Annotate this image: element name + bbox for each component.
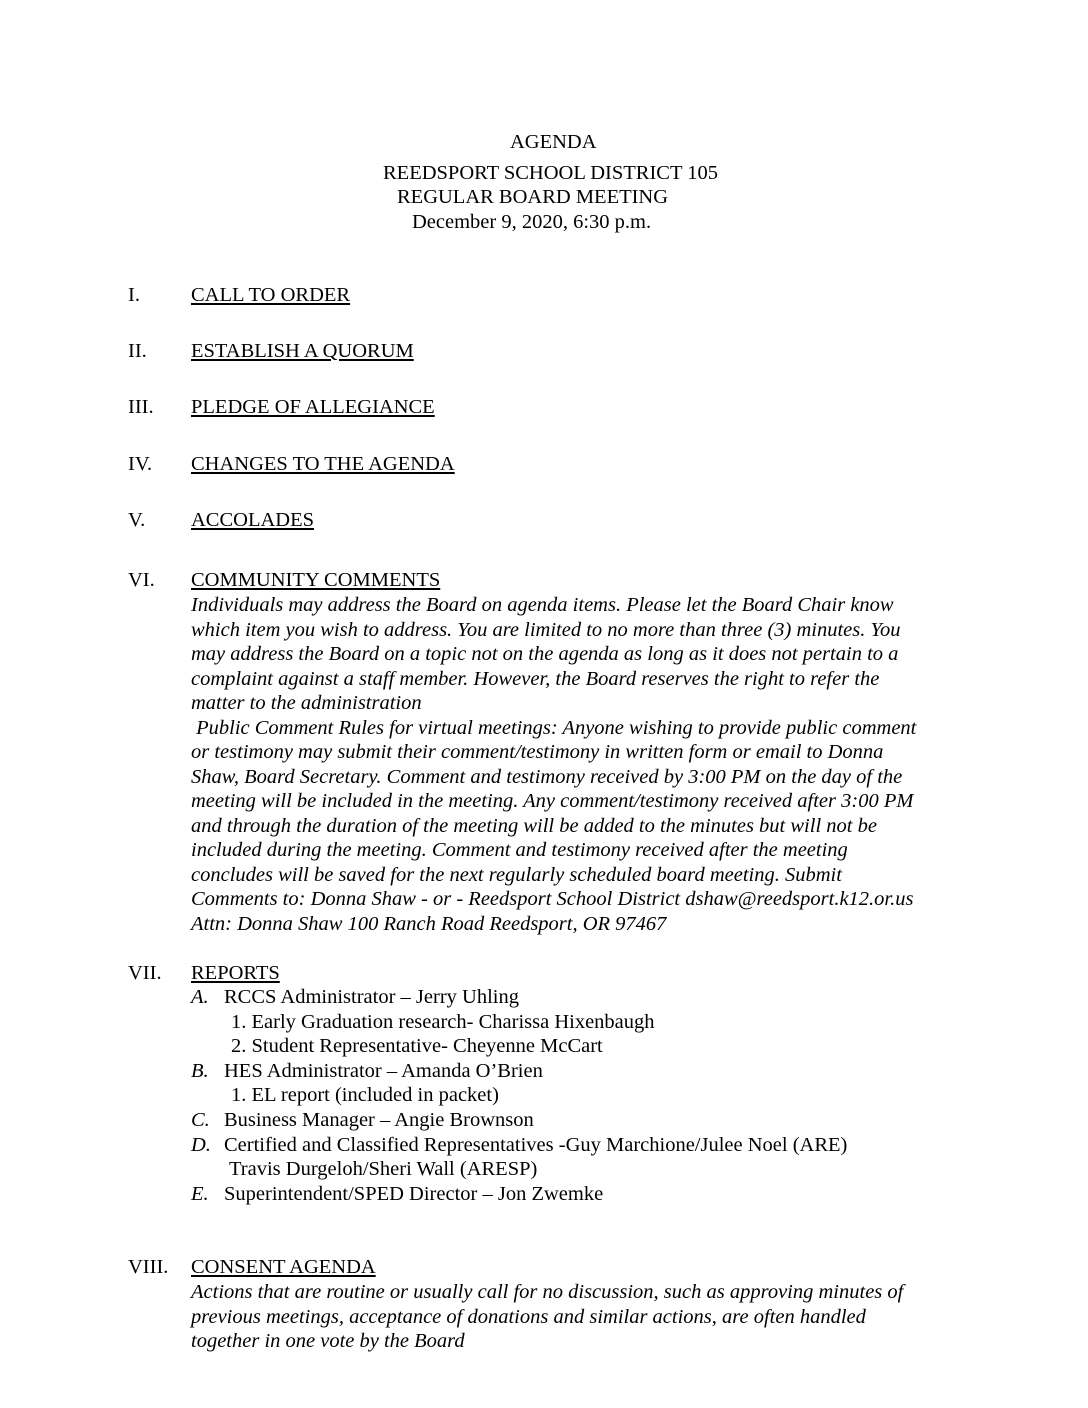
report-letter: A. <box>191 986 209 1008</box>
meeting-date: December 9, 2020, 6:30 p.m. <box>412 211 652 233</box>
report-item-c <box>191 1108 534 1133</box>
section-numeral: VII. <box>128 962 162 984</box>
section-title-community-comments: COMMUNITY COMMENTS <box>191 569 441 591</box>
report-text: Certified and Classified Representatives -Guy Marchione/Julee Noel (ARE) <box>224 1134 848 1156</box>
meeting-type: REGULAR BOARD MEETING <box>397 186 669 208</box>
report-letter: E. <box>191 1183 209 1205</box>
section-numeral: IV. <box>128 453 153 475</box>
district-name: REEDSPORT SCHOOL DISTRICT 105 <box>383 162 718 184</box>
report-item-e <box>191 1182 603 1207</box>
community-comments-text <box>191 593 971 936</box>
report-subitem: 1. Early Graduation research- Charissa Hixenbaugh <box>231 1011 655 1033</box>
section-numeral: II. <box>128 340 147 362</box>
text-line: concludes will be saved for the next regularly scheduled board meeting. Submit <box>191 863 842 886</box>
report-text: RCCS Administrator – Jerry Uhling <box>224 986 519 1008</box>
text-line: Shaw, Board Secretary. Comment and testimony received by 3:00 PM on the day of the <box>191 765 903 788</box>
text-line: may address the Board on a topic not on the agenda as long as it does not pertain to a <box>191 643 899 665</box>
section-numeral: VI. <box>128 569 155 591</box>
report-letter: B. <box>191 1060 209 1082</box>
report-item-d-continued: Travis Durgeloh/Sheri Wall (ARESP) <box>229 1158 538 1180</box>
text-line: Attn: Donna Shaw 100 Ranch Road Reedsport, OR 97467 <box>191 912 667 935</box>
section-title-changes: CHANGES TO THE AGENDA <box>191 453 455 475</box>
text-line: Actions that are routine or usually call for no discussion, such as approving minutes of <box>191 1281 904 1303</box>
report-item-a <box>191 985 519 1010</box>
report-item-d <box>191 1133 847 1158</box>
text-line: Individuals may address the Board on agenda items. Please let the Board Chair know <box>191 594 894 616</box>
text-line: matter to the administration <box>191 692 422 714</box>
text-line: or testimony may submit their comment/testimony in written form or email to Donna <box>191 741 884 763</box>
text-line: included during the meeting. Comment and testimony received after the meeting <box>191 839 848 861</box>
text-line: complaint against a staff member. However, the Board reserves the right to refer the <box>191 667 880 690</box>
text-line: meeting will be included in the meeting. Any comment/testimony received after 3:00 PM <box>191 790 914 812</box>
report-item-b <box>191 1059 543 1084</box>
section-numeral: I. <box>128 284 140 306</box>
section-title-pledge: PLEDGE OF ALLEGIANCE <box>191 396 435 418</box>
report-letter: C. <box>191 1109 210 1131</box>
report-letter: D. <box>191 1134 211 1156</box>
agenda-title: AGENDA <box>510 131 597 153</box>
text-line: previous meetings, acceptance of donations and similar actions, are often handled <box>191 1305 866 1328</box>
section-title-call-to-order: CALL TO ORDER <box>191 284 351 306</box>
section-numeral: V. <box>128 509 146 531</box>
consent-agenda-text <box>191 1280 971 1354</box>
text-line: which item you wish to address. You are limited to no more than three (3) minutes. You <box>191 618 901 641</box>
section-title-consent-agenda: CONSENT AGENDA <box>191 1256 376 1278</box>
report-subitem: 1. EL report (included in packet) <box>231 1084 499 1106</box>
section-title-accolades: ACCOLADES <box>191 509 315 531</box>
section-numeral: VIII. <box>128 1256 169 1278</box>
report-text: HES Administrator – Amanda O’Brien <box>224 1060 543 1082</box>
text-line: and through the duration of the meeting will be added to the minutes but will not be <box>191 814 877 837</box>
section-title-quorum: ESTABLISH A QUORUM <box>191 340 414 362</box>
section-title-reports: REPORTS <box>191 962 280 984</box>
report-text: Superintendent/SPED Director – Jon Zwemke <box>224 1183 604 1205</box>
text-line: Comments to: Donna Shaw - or - Reedsport School District dshaw@reedsport.k12.or.us <box>191 888 914 910</box>
text-line: Public Comment Rules for virtual meetings: Anyone wishing to provide public comment <box>191 716 917 739</box>
text-line: together in one vote by the Board <box>191 1330 465 1352</box>
section-numeral: III. <box>128 396 154 418</box>
report-subitem: 2. Student Representative- Cheyenne McCart <box>231 1035 603 1057</box>
report-text: Business Manager – Angie Brownson <box>224 1109 534 1131</box>
